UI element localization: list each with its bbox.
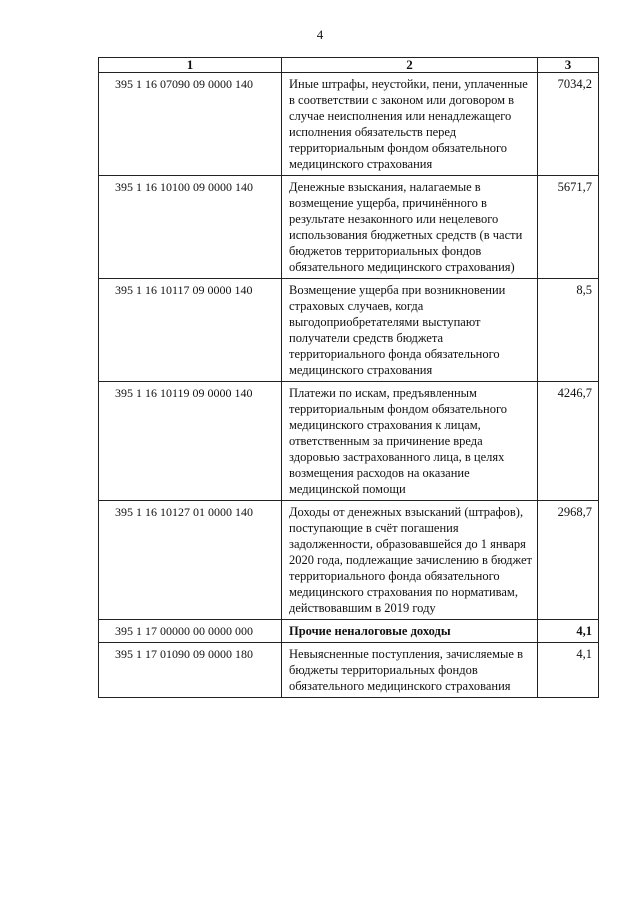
table-row — [99, 501, 599, 620]
table-row — [99, 279, 599, 382]
table-row — [99, 643, 599, 698]
column-header-amount: 3 — [538, 58, 599, 73]
column-header-code: 1 — [99, 58, 282, 73]
header-row — [99, 58, 599, 73]
amount-cell: 4246,7 — [538, 382, 599, 501]
table-header — [99, 58, 599, 73]
revenue-table — [98, 57, 599, 698]
amount-cell: 4,1 — [538, 620, 599, 643]
table-row-subtotal — [99, 620, 599, 643]
table-row — [99, 176, 599, 279]
amount-cell: 7034,2 — [538, 73, 599, 176]
column-header-name: 2 — [282, 58, 538, 73]
table-row — [99, 382, 599, 501]
budget-code-cell: 395 1 16 10119 09 0000 140 — [99, 382, 282, 501]
amount-cell: 2968,7 — [538, 501, 599, 620]
table-body — [99, 73, 599, 698]
budget-code-cell: 395 1 17 00000 00 0000 000 — [99, 620, 282, 643]
budget-code-cell: 395 1 16 07090 09 0000 140 — [99, 73, 282, 176]
revenue-name-cell: Доходы от денежных взысканий (штрафов), поступающие в счёт погашения задолженности, образовавшейся до 1 января 2020 года, подлежащие зачислению в бюджет территориального фонда обязательного медицинского страхования по нормативам, действовавшим в 2019 году — [282, 501, 538, 620]
revenue-name-cell: Денежные взыскания, налагаемые в возмещение ущерба, причинённого в результате незаконного или нецелевого использования бюджетных средств (в части бюджетов территориальных фондов обязательного медицинского страхования) — [282, 176, 538, 279]
amount-cell: 4,1 — [538, 643, 599, 698]
budget-code-cell: 395 1 16 10127 01 0000 140 — [99, 501, 282, 620]
budget-code-cell: 395 1 16 10100 09 0000 140 — [99, 176, 282, 279]
page-number: 4 — [316, 27, 324, 42]
revenue-name-cell: Невыясненные поступления, зачисляемые в бюджеты территориальных фондов обязательного медицинского страхования — [282, 643, 538, 698]
budget-code-cell: 395 1 17 01090 09 0000 180 — [99, 643, 282, 698]
budget-code-cell: 395 1 16 10117 09 0000 140 — [99, 279, 282, 382]
revenue-name-cell: Иные штрафы, неустойки, пени, уплаченные в соответствии с законом или договором в случае неисполнения или ненадлежащего исполнения обязательств перед территориальным фондом обязательного медицинского страхования — [282, 73, 538, 176]
revenue-name-cell: Возмещение ущерба при возникновении страховых случаев, когда выгодоприобретателями выступают получатели средств бюджета территориального фонда обязательного медицинского страхования — [282, 279, 538, 382]
amount-cell: 5671,7 — [538, 176, 599, 279]
revenue-name-cell: Платежи по искам, предъявленным территориальным фондом обязательного медицинского страхования к лицам, ответственным за причинение вреда здоровью застрахованного лица, в целях возмещения расходов на оказание медицинской помощи — [282, 382, 538, 501]
table-row — [99, 73, 599, 176]
amount-cell: 8,5 — [538, 279, 599, 382]
revenue-name-cell: Прочие неналоговые доходы — [282, 620, 538, 643]
